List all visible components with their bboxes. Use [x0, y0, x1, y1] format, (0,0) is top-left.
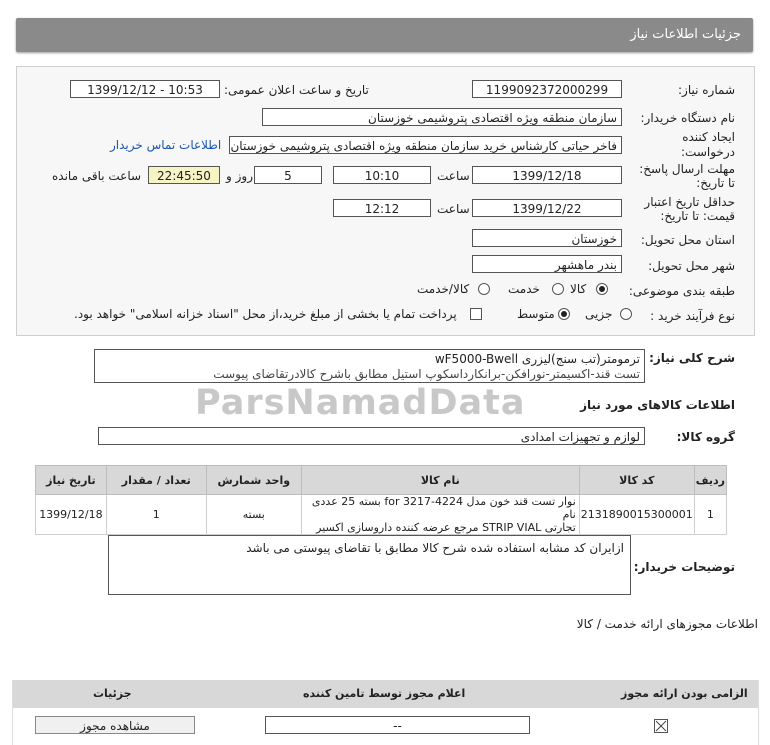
- row-name-line-1: نوار تست قند خون مدل for 3217-4224 بسته 25 عددی نام: [311, 495, 576, 521]
- row-name-line-2: تجارتی STRIP VIAL مرجع عرضه کننده داروسازی اکسیر: [316, 521, 576, 534]
- x-mark-icon: [655, 720, 667, 732]
- validity-time-label: ساعت: [437, 202, 470, 216]
- goods-group-field: لوازم و تجهیزات امدادی: [98, 427, 645, 445]
- category-service-label: خدمت: [508, 282, 540, 296]
- row-qty: 1: [106, 495, 206, 535]
- permits-table: [12, 680, 759, 745]
- treasury-payment-checkbox[interactable]: [470, 308, 482, 320]
- goods-section-title: اطلاعات کالاهای مورد نیاز: [580, 398, 735, 412]
- province-label: استان محل تحویل:: [640, 233, 735, 247]
- province-field: خوزستان: [472, 229, 622, 247]
- need-number-field: 1199092372000299: [472, 80, 622, 98]
- category-label: طبقه بندی موضوعی:: [628, 284, 735, 298]
- permits-col-required: الزامی بودن ارائه مجوز: [621, 687, 748, 700]
- deadline-time-label: ساعت: [437, 169, 470, 183]
- view-permit-button[interactable]: مشاهده مجوز: [35, 716, 195, 734]
- summary-box: [94, 349, 645, 383]
- category-service-radio[interactable]: [552, 283, 564, 295]
- announce-label: تاریخ و ساعت اعلان عمومی:: [224, 83, 369, 97]
- category-goods-radio[interactable]: [596, 283, 608, 295]
- deadline-label-2: تا تاریخ:: [696, 176, 735, 190]
- need-number-label: شماره نیاز:: [678, 83, 735, 97]
- city-label: شهر محل تحویل:: [648, 259, 735, 273]
- deadline-label-1: مهلت ارسال پاسخ:: [639, 162, 735, 176]
- page-title: جزئیات اطلاعات نیاز: [630, 27, 741, 42]
- validity-time-field: 12:12: [333, 199, 431, 217]
- col-code: کد کالا: [579, 466, 694, 495]
- summary-line-1: ترمومتر(تب سنج)لیزری wF5000-Bwell: [434, 352, 640, 366]
- deadline-time-field: 10:10: [333, 166, 431, 184]
- permits-title: اطلاعات مجوزهای ارائه خدمت / کالا: [576, 617, 758, 631]
- buyer-org-label: نام دستگاه خریدار:: [640, 111, 735, 125]
- creator-field: فاخر حیاتی کارشناس خرید سازمان منطقه ویژه اقتصادی پتروشیمی خوزستان: [229, 136, 622, 154]
- col-qty: تعداد / مقدار: [106, 466, 206, 495]
- required-checkbox[interactable]: [654, 719, 668, 733]
- row-unit: بسته: [206, 495, 301, 535]
- row-index: 1: [694, 495, 726, 535]
- remaining-label: ساعت باقی مانده: [52, 169, 142, 183]
- validity-label-2: قیمت: تا تاریخ:: [660, 209, 735, 223]
- col-name: نام کالا: [301, 466, 579, 495]
- watermark-text: ParsNamadData: [195, 383, 526, 423]
- page-header: [16, 18, 753, 52]
- category-goods-label: کالا: [570, 282, 587, 296]
- goods-table-header: [36, 466, 727, 495]
- permits-col-details: جزئیات: [93, 687, 132, 700]
- remaining-time-field: 22:45:50: [148, 166, 220, 184]
- buyer-org-field: سازمان منطقه ویژه اقتصادی پتروشیمی خوزستان: [262, 108, 622, 126]
- row-date: 1399/12/18: [36, 495, 107, 535]
- summary-line-2: تست قند-اکسیمتر-نورافکن-برانکارداسکوپ استیل مطابق باشرح کالادرتقاضای پیوست: [213, 367, 640, 381]
- goods-group-label: گروه کالا:: [676, 430, 735, 444]
- goods-table: [35, 465, 727, 535]
- provider-field: --: [265, 716, 530, 734]
- category-both-label: کالا/خدمت: [417, 282, 470, 296]
- col-date: تاریخ نیاز: [36, 466, 107, 495]
- process-minor-label: جزیی: [585, 307, 613, 321]
- permits-col-provider: اعلام مجوز توسط تامین کننده: [303, 687, 466, 700]
- validity-date-field: 1399/12/22: [472, 199, 622, 217]
- creator-label-1: ایجاد کننده: [682, 130, 735, 144]
- table-row: [36, 495, 727, 535]
- process-medium-radio[interactable]: [558, 308, 570, 320]
- validity-label-1: حداقل تاریخ اعتبار: [644, 195, 735, 209]
- process-minor-radio[interactable]: [620, 308, 632, 320]
- category-both-radio[interactable]: [478, 283, 490, 295]
- row-name: [301, 495, 579, 535]
- col-unit: واحد شمارش: [206, 466, 301, 495]
- deadline-date-field: 1399/12/18: [472, 166, 622, 184]
- days-field: 5: [254, 166, 322, 184]
- process-label: نوع فرآیند خرید :: [650, 309, 735, 323]
- days-and-label: روز و: [226, 169, 253, 183]
- process-medium-label: متوسط: [517, 307, 555, 321]
- buyer-notes-box: [108, 535, 631, 595]
- payment-note: پرداخت تمام یا بخشی از مبلغ خرید،از محل "اسناد خزانه اسلامی" خواهد بود.: [74, 307, 457, 321]
- buyer-notes-label: توضیحات خریدار:: [633, 560, 735, 574]
- col-index: ردیف: [694, 466, 726, 495]
- buyer-contact-link[interactable]: اطلاعات تماس خریدار: [110, 138, 222, 152]
- city-field: بندر ماهشهر: [472, 255, 622, 273]
- creator-label-2: درخواست:: [681, 145, 735, 159]
- summary-label: شرح کلی نیاز:: [649, 351, 735, 365]
- announce-field: 1399/12/12 - 10:53: [70, 80, 220, 98]
- buyer-notes-text: ازایران کد مشابه استفاده شده شرح کالا مطابق با تقاضای پیوستی می باشد: [246, 541, 624, 555]
- row-code: 2131890015300001: [579, 495, 694, 535]
